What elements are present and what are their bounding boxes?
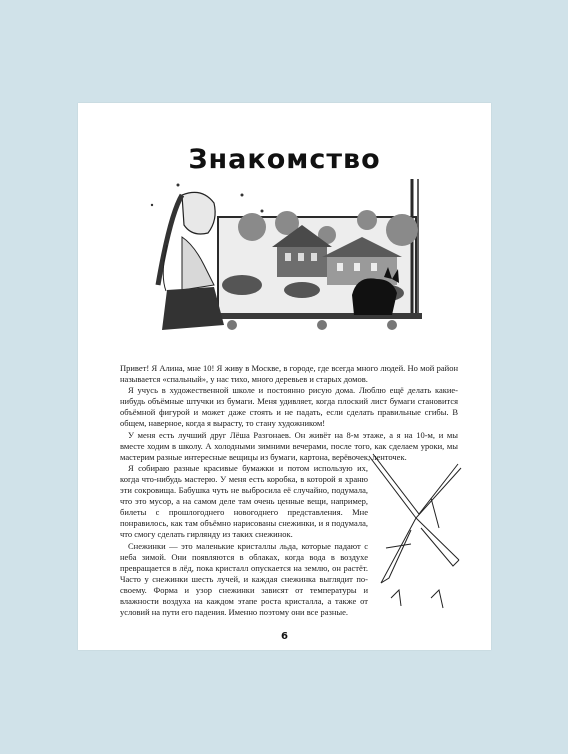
paragraph: Я учусь в художественной школе и постоянно рисую дома. Люблю ещё делать какие-нибудь объёмные штучки из бумаги. Меня удивляет, когда плоский лист бумаги становится объёмной фигурой и может даже стоять и не падать, если сделать правильные сгибы. В общем, наверное, когда я вырасту, то стану художником! (120, 385, 458, 429)
paper-snowflake-illustration (361, 448, 471, 618)
page-title: Знакомство (188, 144, 381, 175)
paragraph: Привет! Я Алина, мне 10! Я живу в Москве, в городе, где всегда много людей. Но мой район называется «спальный», у нас тихо, много деревьев и старых домов. (120, 363, 458, 385)
paragraph: Я собираю разные красивые бумажки и потом использую их, когда что-нибудь мастерю. У меня есть коробка, в которой я храню эти сокровища. Бабушка чуть не выбросила её случайно, подумала, что это мусор, а на самом деле там очень ценные вещи, например, билеты с прошлогоднего новогоднего представления. Мне понравилось, как там объёмно нарисованы снежинки, и я подумала, что смогу сделать гирлянду из таких снежинок. (120, 462, 368, 540)
girl-at-window-illustration (122, 175, 447, 355)
book-page (78, 103, 491, 650)
paragraph: Снежинки — это маленькие кристаллы льда, которые падают с неба зимой. Они появляются в облаках, когда вода в воздухе превращается в лёд, пока кристалл опускается на землю, он растёт. Часто у снежинки шесть лучей, и каждая снежинка выглядит по-своему. Форма и узор снежинки зависят от температуры и влажности воздуха на каждом этапе роста кристалла, а также от условий на пути его падения. Именно поэтому они все разные. (120, 540, 368, 618)
paragraph: У меня есть лучший друг Лёша Разгонаев. Он живёт на 8-м этаже, а я на 10-м, и мы вместе ходим в школу. А холодными зимними вечерами, после того, как сделаем уроки, мы мастерим разные интересные вещицы из бумаги, картона, верёвочек, ленточек. (120, 429, 458, 462)
page-number: 6 (281, 631, 288, 642)
